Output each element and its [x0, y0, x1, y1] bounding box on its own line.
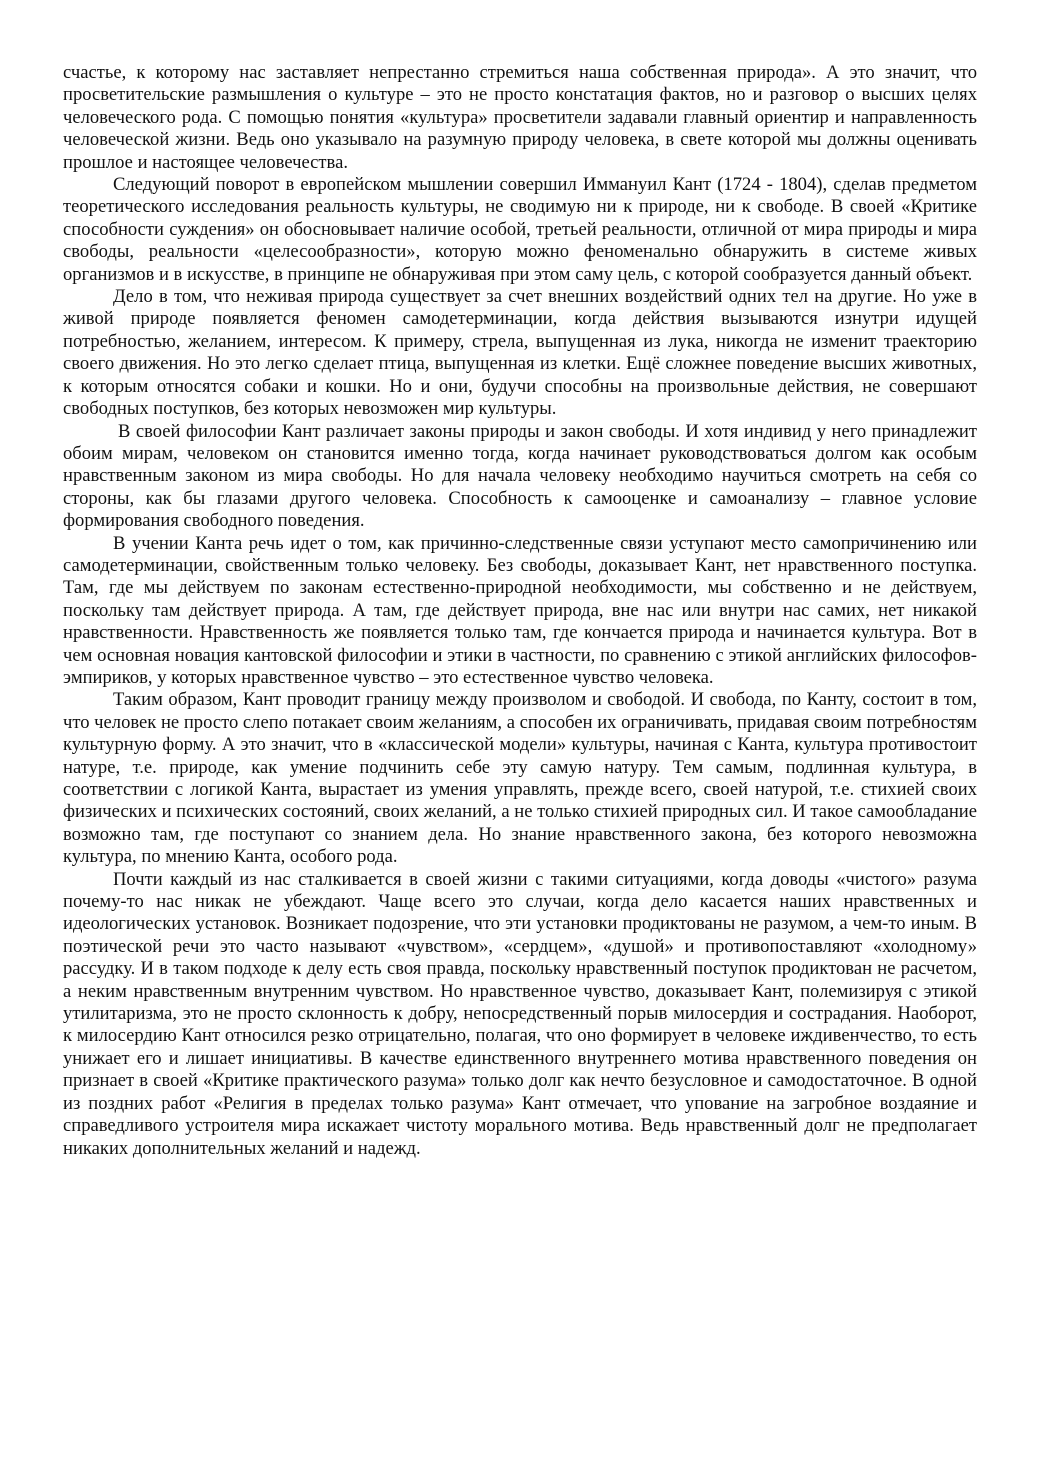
paragraph-2: Следующий поворот в европейском мышлении совершил Иммануил Кант (1724 - 1804), сделав предметом теоретического исследования реальность культуры, не сводимую ни к природе, ни к свободе. В своей «Критике способности суждения» он обосновывает наличие особой, третьей реальности, отличной от мира природы и мира свободы, реальности «целесообразности», которую можно феноменально обнаружить в системе живых организмов и в искусстве, в принципе не обнаруживая при этом саму цель, с которой сообразуется данный объект.	[63, 174, 977, 285]
paragraph-1: счастье, к которому нас заставляет непрестанно стремиться наша собственная природа». А это значит, что просветительские размышления о культуре – это не просто констатация фактов, но и разговор о высших целях человеческого рода. С помощью понятия «культура» просветители задавали главный ориентир и направленность человеческой жизни. Ведь оно указывало на разумную природу человека, в свете которой мы должны оценивать прошлое и настоящее человечества.	[63, 62, 977, 173]
paragraph-3: Дело в том, что неживая природа существует за счет внешних воздействий одних тел на другие. Но уже в живой природе появляется феномен самодетерминации, когда действия вызываются изнутри идущей потребностью, желанием, интересом. К примеру, стрела, выпущенная из лука, никогда не изменит траекторию своего движения. Но это легко сделает птица, выпущенная из клетки. Ещё сложнее поведение высших животных, к которым относятся собаки и кошки. Но и они, будучи способны на произвольные действия, не совершают свободных поступков, без которых невозможен мир культуры.	[63, 286, 977, 420]
paragraph-4: В своей философии Кант различает законы природы и закон свободы. И хотя индивид у него принадлежит обоим мирам, человеком он становится именно тогда, когда начинает руководствоваться долгом как особым нравственным законом из мира свободы. Но для начала человеку необходимо научиться смотреть на себя со стороны, как бы глазами другого человека. Способность к самооценке и самоанализу – главное условие формирования свободного поведения.	[63, 420, 977, 532]
document-page	[63, 62, 977, 1160]
paragraph-6: Таким образом, Кант проводит границу между произволом и свободой. И свобода, по Канту, состоит в том, что человек не просто слепо потакает своим желаниям, а способен их ограничивать, придавая своим потребностям культурную форму. А это значит, что в «классической модели» культуры, начиная с Канта, культура противостоит натуре, т.е. природе, как умение подчинить себе эту самую натуру. Тем самым, подлинная культура, в соответствии с логикой Канта, вырастает из умения управлять, прежде всего, своей натурой, т.е. стихией своих физических и психических состояний, своих желаний, а не только стихией природных сил. И такое самообладание возможно там, где поступают со знанием дела. Но знание нравственного закона, без которого невозможна культура, по мнению Канта, особого рода.	[63, 689, 977, 868]
paragraph-5: В учении Канта речь идет о том, как причинно-следственные связи уступают место самопричинению или самодетерминации, свойственным только человеку. Без свободы, доказывает Кант, нет нравственного поступка. Там, где мы действуем по законам естественно-природной необходимости, мы собственно и не действуем, поскольку там действует природа. А там, где действует природа, вне нас или внутри нас самих, нет никакой нравственности. Нравственность же появляется только там, где кончается природа и начинается культура. Вот в чем основная новация кантовской философии и этики в частности, по сравнению с этикой английских философов-эмпириков, у которых нравственное чувство – это естественное чувство человека.	[63, 532, 977, 688]
paragraph-7: Почти каждый из нас сталкивается в своей жизни с такими ситуациями, когда доводы «чистого» разума почему-то нас никак не убеждают. Чаще всего это случаи, когда дело касается наших нравственных и идеологических установок. Возникает подозрение, что эти установки продиктованы не разумом, а чем-то иным. В поэтической речи это часто называют «чувством», «сердцем», «душой» и противопоставляют «холодному» рассудку. И в таком подходе к делу есть своя правда, поскольку нравственный поступок продиктован не расчетом, а неким нравственным внутренним чувством. Но нравственное чувство, доказывает Кант, полемизируя с этикой утилитаризма, это не просто склонность к добру, непосредственный порыв милосердия и сострадания. Наоборот, к милосердию Кант относился резко отрицательно, полагая, что оно формирует в человеке иждивенчество, то есть унижает его и лишает инициативы. В качестве единственного внутреннего мотива нравственного поведения он признает в своей «Критике практического разума» только долг как нечто безусловное и самодостаточное. В одной из поздних работ «Религия в пределах только разума» Кант отмечает, что упование на загробное воздаяние и справедливого устроителя мира искажает чистоту морального мотива. Ведь нравственный долг не предполагает никаких дополнительных желаний и надежд.	[63, 868, 977, 1159]
